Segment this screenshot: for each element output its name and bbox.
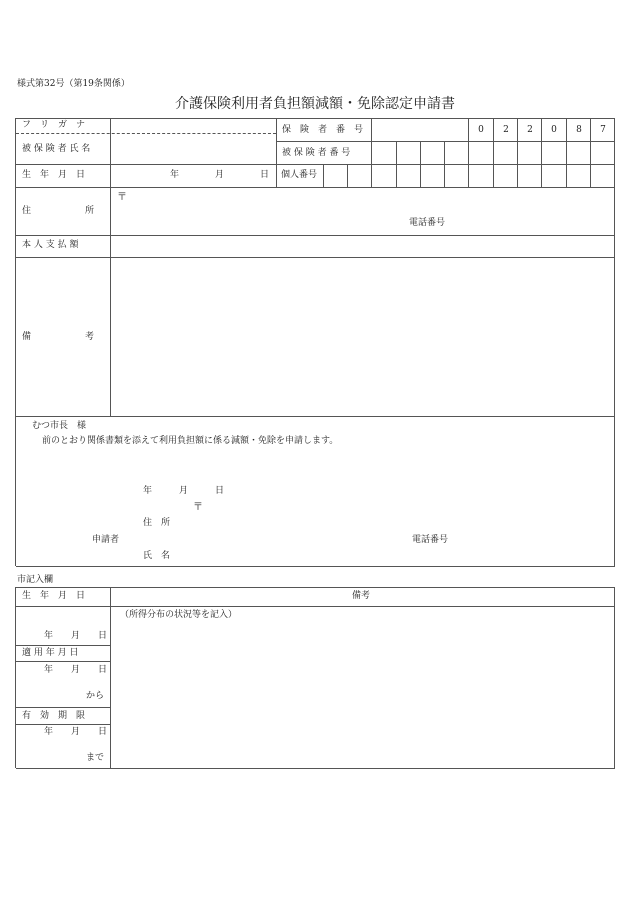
- birthdate-label: 生 年 月 日: [22, 170, 86, 180]
- application-date[interactable]: 年 月 日: [143, 486, 225, 496]
- remarks-label: 備 考: [22, 332, 95, 342]
- birthdate-value[interactable]: 年 月 日: [170, 170, 270, 180]
- valid-period-value[interactable]: 年 月 日: [44, 727, 108, 737]
- until-label: まで: [86, 753, 105, 763]
- applicant-name-label: 氏 名: [143, 551, 171, 561]
- apply-date-value[interactable]: 年 月 日: [44, 665, 108, 675]
- self-payment-label: 本 人 支 払 額: [22, 240, 79, 250]
- page-title: 介護保険利用者負担額減額・免除認定申請書: [175, 96, 455, 112]
- city-remarks-header: 備考: [352, 591, 371, 601]
- insurer-digit: 0: [478, 125, 484, 135]
- city-birthdate-header: 生 年 月 日: [22, 591, 86, 601]
- applicant-address-label: 住 所: [143, 518, 171, 528]
- insured-number-field[interactable]: [372, 142, 614, 163]
- personal-number-field[interactable]: [324, 165, 614, 186]
- form-number: 様式第32号（第19条関係）: [17, 79, 130, 89]
- address-field[interactable]: [111, 188, 614, 234]
- insured-name-field[interactable]: [111, 134, 275, 163]
- insurer-digit: 0: [551, 125, 557, 135]
- city-remarks-note: （所得分布の状況等を記入）: [120, 610, 238, 620]
- insurer-number-label: 保 険 者 番 号: [282, 125, 364, 135]
- remarks-field[interactable]: [111, 258, 614, 415]
- insurer-digit: 2: [503, 125, 509, 135]
- from-label: から: [86, 691, 105, 701]
- city-section-heading: 市記入欄: [17, 575, 54, 585]
- insured-name-label: 被 保 険 者 氏 名: [22, 144, 91, 154]
- furigana-label: フ リ ガ ナ: [22, 120, 86, 130]
- insurer-digit: 7: [600, 125, 606, 135]
- city-birthdate-value[interactable]: 年 月 日: [44, 631, 108, 641]
- apply-date-label: 適 用 年 月 日: [22, 648, 79, 658]
- insurer-digit: 8: [576, 125, 582, 135]
- insurer-digit: 2: [527, 125, 533, 135]
- application-statement: 前のとおり関係書類を添えて利用負担額に係る減額・免除を申請します。: [42, 436, 339, 446]
- phone-label: 電話番号: [409, 218, 446, 228]
- valid-period-label: 有 効 期 限: [22, 711, 86, 721]
- applicant-label: 申請者: [92, 535, 120, 545]
- applicant-postal-mark: 〒: [193, 502, 203, 513]
- city-remarks-field[interactable]: [111, 607, 614, 767]
- postal-mark: 〒: [117, 192, 127, 203]
- furigana-field[interactable]: [111, 119, 275, 132]
- personal-number-label: 個人番号: [281, 170, 318, 180]
- addressee: むつ市長 様: [32, 421, 87, 431]
- applicant-phone-label: 電話番号: [412, 535, 449, 545]
- address-label: 住 所: [22, 206, 95, 216]
- self-payment-field[interactable]: [111, 236, 614, 256]
- insured-number-label: 被 保 険 者 番 号: [282, 148, 351, 158]
